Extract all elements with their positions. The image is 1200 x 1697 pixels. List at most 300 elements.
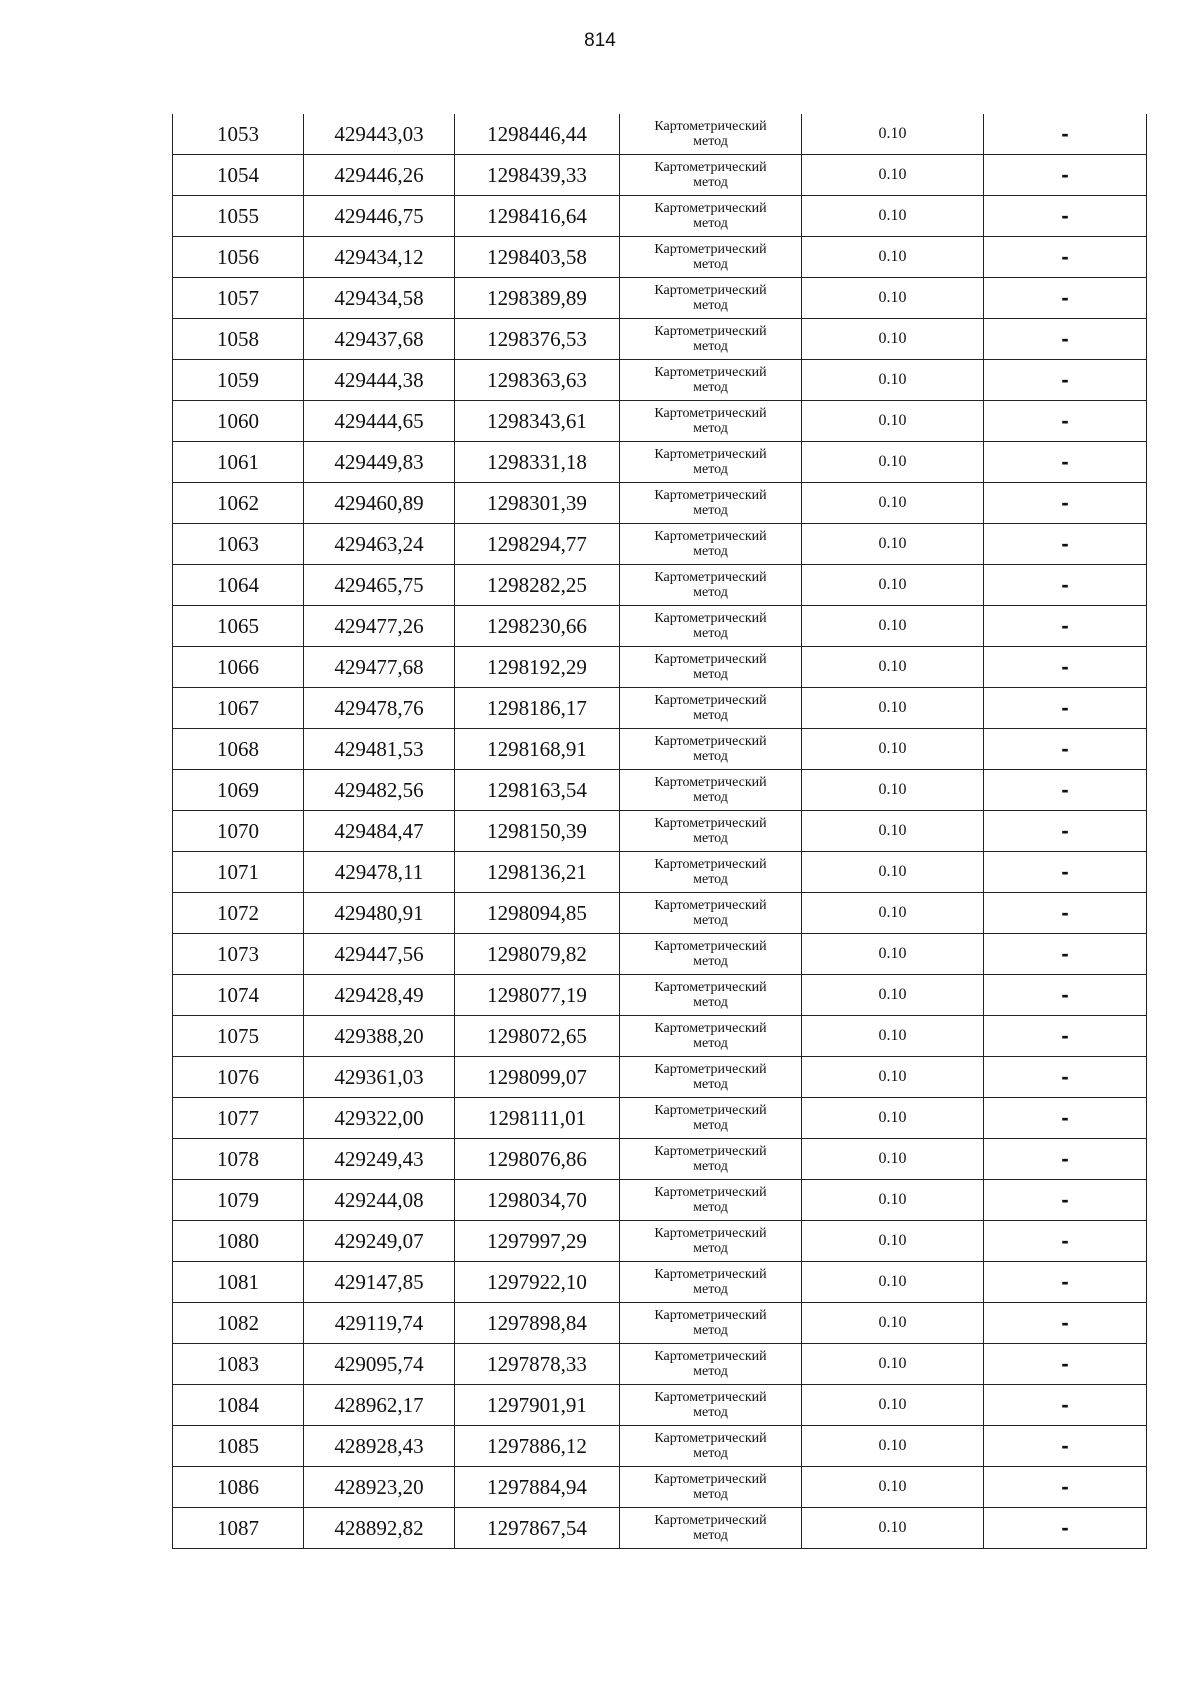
point-number-cell: 1081 bbox=[173, 1262, 304, 1303]
x-coordinate-cell: 429244,08 bbox=[304, 1180, 455, 1221]
table-row bbox=[173, 278, 1147, 319]
accuracy-cell: 0.10 bbox=[802, 1344, 984, 1385]
method-line1: Картометрический bbox=[654, 570, 767, 585]
point-number-cell: 1075 bbox=[173, 1016, 304, 1057]
x-coordinate-cell: 428928,43 bbox=[304, 1426, 455, 1467]
table-row bbox=[173, 319, 1147, 360]
x-coordinate-cell: 429428,49 bbox=[304, 975, 455, 1016]
y-coordinate-cell: 1298403,58 bbox=[455, 237, 620, 278]
method-line1: Картометрический bbox=[654, 488, 767, 503]
point-number-cell: 1085 bbox=[173, 1426, 304, 1467]
method-line1: Картометрический bbox=[654, 529, 767, 544]
point-number-cell: 1084 bbox=[173, 1385, 304, 1426]
note-cell: - bbox=[984, 1508, 1147, 1549]
method-cell bbox=[620, 852, 802, 893]
point-number-cell: 1069 bbox=[173, 770, 304, 811]
method-cell bbox=[620, 155, 802, 196]
method-line1: Картометрический bbox=[654, 160, 767, 175]
table-row bbox=[173, 1262, 1147, 1303]
y-coordinate-cell: 1298301,39 bbox=[455, 483, 620, 524]
method-cell bbox=[620, 1016, 802, 1057]
method-line2: метод bbox=[693, 503, 728, 518]
table-row bbox=[173, 893, 1147, 934]
method-cell bbox=[620, 1508, 802, 1549]
y-coordinate-cell: 1298343,61 bbox=[455, 401, 620, 442]
point-number-cell: 1067 bbox=[173, 688, 304, 729]
method-cell bbox=[620, 1467, 802, 1508]
method-cell bbox=[620, 975, 802, 1016]
method-line2: метод bbox=[693, 708, 728, 723]
y-coordinate-cell: 1297886,12 bbox=[455, 1426, 620, 1467]
x-coordinate-cell: 429322,00 bbox=[304, 1098, 455, 1139]
x-coordinate-cell: 429249,43 bbox=[304, 1139, 455, 1180]
table-row bbox=[173, 1508, 1147, 1549]
point-number-cell: 1064 bbox=[173, 565, 304, 606]
table-row bbox=[173, 975, 1147, 1016]
y-coordinate-cell: 1298446,44 bbox=[455, 114, 620, 155]
method-line2: метод bbox=[693, 421, 728, 436]
x-coordinate-cell: 429119,74 bbox=[304, 1303, 455, 1344]
y-coordinate-cell: 1297898,84 bbox=[455, 1303, 620, 1344]
x-coordinate-cell: 428962,17 bbox=[304, 1385, 455, 1426]
table-row bbox=[173, 237, 1147, 278]
method-cell bbox=[620, 114, 802, 155]
y-coordinate-cell: 1298331,18 bbox=[455, 442, 620, 483]
note-cell: - bbox=[984, 606, 1147, 647]
table-row bbox=[173, 1344, 1147, 1385]
method-line2: метод bbox=[693, 175, 728, 190]
method-line2: метод bbox=[693, 913, 728, 928]
y-coordinate-cell: 1297878,33 bbox=[455, 1344, 620, 1385]
method-line2: метод bbox=[693, 1077, 728, 1092]
y-coordinate-cell: 1297901,91 bbox=[455, 1385, 620, 1426]
accuracy-cell: 0.10 bbox=[802, 114, 984, 155]
table-row bbox=[173, 1016, 1147, 1057]
accuracy-cell: 0.10 bbox=[802, 1016, 984, 1057]
point-number-cell: 1062 bbox=[173, 483, 304, 524]
note-cell: - bbox=[984, 360, 1147, 401]
note-cell: - bbox=[984, 770, 1147, 811]
point-number-cell: 1086 bbox=[173, 1467, 304, 1508]
note-cell: - bbox=[984, 1139, 1147, 1180]
method-line2: метод bbox=[693, 626, 728, 641]
point-number-cell: 1077 bbox=[173, 1098, 304, 1139]
y-coordinate-cell: 1298094,85 bbox=[455, 893, 620, 934]
method-line1: Картометрический bbox=[654, 1513, 767, 1528]
method-cell bbox=[620, 1057, 802, 1098]
note-cell: - bbox=[984, 688, 1147, 729]
method-line2: метод bbox=[693, 298, 728, 313]
table-row bbox=[173, 1057, 1147, 1098]
table-row bbox=[173, 442, 1147, 483]
point-number-cell: 1078 bbox=[173, 1139, 304, 1180]
accuracy-cell: 0.10 bbox=[802, 278, 984, 319]
x-coordinate-cell: 429477,68 bbox=[304, 647, 455, 688]
x-coordinate-cell: 429482,56 bbox=[304, 770, 455, 811]
point-number-cell: 1070 bbox=[173, 811, 304, 852]
point-number-cell: 1054 bbox=[173, 155, 304, 196]
point-number-cell: 1073 bbox=[173, 934, 304, 975]
method-line2: метод bbox=[693, 1446, 728, 1461]
table-row bbox=[173, 647, 1147, 688]
point-number-cell: 1065 bbox=[173, 606, 304, 647]
point-number-cell: 1072 bbox=[173, 893, 304, 934]
method-line1: Картометрический bbox=[654, 447, 767, 462]
table-row bbox=[173, 401, 1147, 442]
point-number-cell: 1055 bbox=[173, 196, 304, 237]
accuracy-cell: 0.10 bbox=[802, 688, 984, 729]
point-number-cell: 1057 bbox=[173, 278, 304, 319]
note-cell: - bbox=[984, 729, 1147, 770]
accuracy-cell: 0.10 bbox=[802, 196, 984, 237]
method-line2: метод bbox=[693, 544, 728, 559]
table-row bbox=[173, 524, 1147, 565]
note-cell: - bbox=[984, 1262, 1147, 1303]
x-coordinate-cell: 429477,26 bbox=[304, 606, 455, 647]
y-coordinate-cell: 1298376,53 bbox=[455, 319, 620, 360]
note-cell: - bbox=[984, 155, 1147, 196]
method-line1: Картометрический bbox=[654, 816, 767, 831]
accuracy-cell: 0.10 bbox=[802, 524, 984, 565]
accuracy-cell: 0.10 bbox=[802, 483, 984, 524]
accuracy-cell: 0.10 bbox=[802, 1139, 984, 1180]
accuracy-cell: 0.10 bbox=[802, 319, 984, 360]
method-cell bbox=[620, 1098, 802, 1139]
method-cell bbox=[620, 196, 802, 237]
y-coordinate-cell: 1298363,63 bbox=[455, 360, 620, 401]
note-cell: - bbox=[984, 647, 1147, 688]
point-number-cell: 1060 bbox=[173, 401, 304, 442]
table-row bbox=[173, 360, 1147, 401]
note-cell: - bbox=[984, 401, 1147, 442]
x-coordinate-cell: 429249,07 bbox=[304, 1221, 455, 1262]
note-cell: - bbox=[984, 319, 1147, 360]
point-number-cell: 1083 bbox=[173, 1344, 304, 1385]
table-row bbox=[173, 770, 1147, 811]
x-coordinate-cell: 429449,83 bbox=[304, 442, 455, 483]
accuracy-cell: 0.10 bbox=[802, 852, 984, 893]
x-coordinate-cell: 429484,47 bbox=[304, 811, 455, 852]
method-line1: Картометрический bbox=[654, 857, 767, 872]
method-cell bbox=[620, 688, 802, 729]
y-coordinate-cell: 1297884,94 bbox=[455, 1467, 620, 1508]
table-row bbox=[173, 1426, 1147, 1467]
method-cell bbox=[620, 1221, 802, 1262]
table-row bbox=[173, 483, 1147, 524]
accuracy-cell: 0.10 bbox=[802, 1426, 984, 1467]
method-line2: метод bbox=[693, 954, 728, 969]
method-line1: Картометрический bbox=[654, 980, 767, 995]
table-row bbox=[173, 1098, 1147, 1139]
y-coordinate-cell: 1298294,77 bbox=[455, 524, 620, 565]
note-cell: - bbox=[984, 1016, 1147, 1057]
x-coordinate-cell: 429478,76 bbox=[304, 688, 455, 729]
y-coordinate-cell: 1298282,25 bbox=[455, 565, 620, 606]
note-cell: - bbox=[984, 1221, 1147, 1262]
point-number-cell: 1082 bbox=[173, 1303, 304, 1344]
method-cell bbox=[620, 893, 802, 934]
method-line2: метод bbox=[693, 380, 728, 395]
note-cell: - bbox=[984, 1467, 1147, 1508]
accuracy-cell: 0.10 bbox=[802, 1221, 984, 1262]
y-coordinate-cell: 1298099,07 bbox=[455, 1057, 620, 1098]
method-cell bbox=[620, 729, 802, 770]
x-coordinate-cell: 428892,82 bbox=[304, 1508, 455, 1549]
method-line1: Картометрический bbox=[654, 1308, 767, 1323]
accuracy-cell: 0.10 bbox=[802, 1303, 984, 1344]
x-coordinate-cell: 429465,75 bbox=[304, 565, 455, 606]
method-line2: метод bbox=[693, 1364, 728, 1379]
method-cell bbox=[620, 483, 802, 524]
y-coordinate-cell: 1297922,10 bbox=[455, 1262, 620, 1303]
point-number-cell: 1063 bbox=[173, 524, 304, 565]
method-line1: Картометрический bbox=[654, 1103, 767, 1118]
note-cell: - bbox=[984, 1344, 1147, 1385]
table-row bbox=[173, 729, 1147, 770]
method-line1: Картометрический bbox=[654, 939, 767, 954]
method-cell bbox=[620, 1139, 802, 1180]
point-number-cell: 1066 bbox=[173, 647, 304, 688]
note-cell: - bbox=[984, 1057, 1147, 1098]
method-cell bbox=[620, 278, 802, 319]
table-row bbox=[173, 606, 1147, 647]
accuracy-cell: 0.10 bbox=[802, 606, 984, 647]
table-row bbox=[173, 1180, 1147, 1221]
accuracy-cell: 0.10 bbox=[802, 237, 984, 278]
x-coordinate-cell: 429434,12 bbox=[304, 237, 455, 278]
method-line1: Картометрический bbox=[654, 1349, 767, 1364]
method-cell bbox=[620, 442, 802, 483]
accuracy-cell: 0.10 bbox=[802, 1385, 984, 1426]
x-coordinate-cell: 429446,26 bbox=[304, 155, 455, 196]
method-line1: Картометрический bbox=[654, 898, 767, 913]
method-line1: Картометрический bbox=[654, 611, 767, 626]
method-line2: метод bbox=[693, 134, 728, 149]
method-cell bbox=[620, 524, 802, 565]
method-cell bbox=[620, 565, 802, 606]
accuracy-cell: 0.10 bbox=[802, 442, 984, 483]
note-cell: - bbox=[984, 237, 1147, 278]
point-number-cell: 1056 bbox=[173, 237, 304, 278]
note-cell: - bbox=[984, 524, 1147, 565]
method-line2: метод bbox=[693, 1528, 728, 1543]
point-number-cell: 1087 bbox=[173, 1508, 304, 1549]
method-line1: Картометрический bbox=[654, 734, 767, 749]
coordinates-table-body bbox=[173, 114, 1147, 1549]
method-line2: метод bbox=[693, 462, 728, 477]
method-line1: Картометрический bbox=[654, 119, 767, 134]
note-cell: - bbox=[984, 1385, 1147, 1426]
table-row bbox=[173, 1303, 1147, 1344]
method-line1: Картометрический bbox=[654, 1472, 767, 1487]
note-cell: - bbox=[984, 278, 1147, 319]
y-coordinate-cell: 1298439,33 bbox=[455, 155, 620, 196]
note-cell: - bbox=[984, 565, 1147, 606]
point-number-cell: 1074 bbox=[173, 975, 304, 1016]
x-coordinate-cell: 429443,03 bbox=[304, 114, 455, 155]
method-line2: метод bbox=[693, 1159, 728, 1174]
method-cell bbox=[620, 1426, 802, 1467]
x-coordinate-cell: 429460,89 bbox=[304, 483, 455, 524]
note-cell: - bbox=[984, 811, 1147, 852]
table-row bbox=[173, 155, 1147, 196]
method-cell bbox=[620, 770, 802, 811]
method-line1: Картометрический bbox=[654, 1185, 767, 1200]
y-coordinate-cell: 1298079,82 bbox=[455, 934, 620, 975]
accuracy-cell: 0.10 bbox=[802, 934, 984, 975]
method-line2: метод bbox=[693, 831, 728, 846]
accuracy-cell: 0.10 bbox=[802, 1262, 984, 1303]
coordinates-table bbox=[172, 114, 1147, 1549]
table-row bbox=[173, 1221, 1147, 1262]
accuracy-cell: 0.10 bbox=[802, 1098, 984, 1139]
method-line2: метод bbox=[693, 339, 728, 354]
note-cell: - bbox=[984, 1098, 1147, 1139]
point-number-cell: 1079 bbox=[173, 1180, 304, 1221]
table-row bbox=[173, 196, 1147, 237]
method-cell bbox=[620, 401, 802, 442]
point-number-cell: 1080 bbox=[173, 1221, 304, 1262]
note-cell: - bbox=[984, 1180, 1147, 1221]
method-cell bbox=[620, 934, 802, 975]
table-row bbox=[173, 852, 1147, 893]
y-coordinate-cell: 1298076,86 bbox=[455, 1139, 620, 1180]
y-coordinate-cell: 1298168,91 bbox=[455, 729, 620, 770]
method-line1: Картометрический bbox=[654, 406, 767, 421]
method-line2: метод bbox=[693, 667, 728, 682]
method-line1: Картометрический bbox=[654, 1390, 767, 1405]
method-line1: Картометрический bbox=[654, 693, 767, 708]
point-number-cell: 1053 bbox=[173, 114, 304, 155]
y-coordinate-cell: 1297867,54 bbox=[455, 1508, 620, 1549]
point-number-cell: 1076 bbox=[173, 1057, 304, 1098]
x-coordinate-cell: 429480,91 bbox=[304, 893, 455, 934]
accuracy-cell: 0.10 bbox=[802, 893, 984, 934]
accuracy-cell: 0.10 bbox=[802, 729, 984, 770]
method-cell bbox=[620, 1303, 802, 1344]
accuracy-cell: 0.10 bbox=[802, 360, 984, 401]
y-coordinate-cell: 1298072,65 bbox=[455, 1016, 620, 1057]
method-line2: метод bbox=[693, 1036, 728, 1051]
y-coordinate-cell: 1298192,29 bbox=[455, 647, 620, 688]
x-coordinate-cell: 429434,58 bbox=[304, 278, 455, 319]
accuracy-cell: 0.10 bbox=[802, 770, 984, 811]
y-coordinate-cell: 1298186,17 bbox=[455, 688, 620, 729]
method-line2: метод bbox=[693, 872, 728, 887]
note-cell: - bbox=[984, 483, 1147, 524]
accuracy-cell: 0.10 bbox=[802, 565, 984, 606]
note-cell: - bbox=[984, 1426, 1147, 1467]
accuracy-cell: 0.10 bbox=[802, 1057, 984, 1098]
table-row bbox=[173, 565, 1147, 606]
method-line1: Картометрический bbox=[654, 652, 767, 667]
method-line1: Картометрический bbox=[654, 1021, 767, 1036]
y-coordinate-cell: 1298034,70 bbox=[455, 1180, 620, 1221]
page-number: 814 bbox=[584, 30, 616, 51]
method-cell bbox=[620, 606, 802, 647]
method-line2: метод bbox=[693, 585, 728, 600]
method-line1: Картометрический bbox=[654, 242, 767, 257]
method-line2: метод bbox=[693, 790, 728, 805]
accuracy-cell: 0.10 bbox=[802, 1180, 984, 1221]
y-coordinate-cell: 1298389,89 bbox=[455, 278, 620, 319]
method-cell bbox=[620, 1344, 802, 1385]
y-coordinate-cell: 1297997,29 bbox=[455, 1221, 620, 1262]
note-cell: - bbox=[984, 1303, 1147, 1344]
method-cell bbox=[620, 811, 802, 852]
point-number-cell: 1061 bbox=[173, 442, 304, 483]
table-row bbox=[173, 1467, 1147, 1508]
method-line1: Картометрический bbox=[654, 1144, 767, 1159]
accuracy-cell: 0.10 bbox=[802, 1508, 984, 1549]
x-coordinate-cell: 429447,56 bbox=[304, 934, 455, 975]
y-coordinate-cell: 1298136,21 bbox=[455, 852, 620, 893]
note-cell: - bbox=[984, 893, 1147, 934]
table-row bbox=[173, 811, 1147, 852]
table-row bbox=[173, 1385, 1147, 1426]
y-coordinate-cell: 1298150,39 bbox=[455, 811, 620, 852]
method-line2: метод bbox=[693, 1405, 728, 1420]
x-coordinate-cell: 429478,11 bbox=[304, 852, 455, 893]
method-line1: Картометрический bbox=[654, 283, 767, 298]
x-coordinate-cell: 429388,20 bbox=[304, 1016, 455, 1057]
note-cell: - bbox=[984, 934, 1147, 975]
method-line1: Картометрический bbox=[654, 324, 767, 339]
method-line2: метод bbox=[693, 216, 728, 231]
accuracy-cell: 0.10 bbox=[802, 401, 984, 442]
method-line1: Картометрический bbox=[654, 1267, 767, 1282]
method-line2: метод bbox=[693, 1241, 728, 1256]
method-line2: метод bbox=[693, 1200, 728, 1215]
y-coordinate-cell: 1298077,19 bbox=[455, 975, 620, 1016]
x-coordinate-cell: 429444,65 bbox=[304, 401, 455, 442]
method-line1: Картометрический bbox=[654, 775, 767, 790]
accuracy-cell: 0.10 bbox=[802, 647, 984, 688]
y-coordinate-cell: 1298163,54 bbox=[455, 770, 620, 811]
table-row bbox=[173, 114, 1147, 155]
x-coordinate-cell: 429481,53 bbox=[304, 729, 455, 770]
table-row bbox=[173, 1139, 1147, 1180]
x-coordinate-cell: 429444,38 bbox=[304, 360, 455, 401]
method-cell bbox=[620, 319, 802, 360]
method-line2: метод bbox=[693, 257, 728, 272]
method-line2: метод bbox=[693, 749, 728, 764]
y-coordinate-cell: 1298111,01 bbox=[455, 1098, 620, 1139]
method-line2: метод bbox=[693, 1282, 728, 1297]
table-row bbox=[173, 688, 1147, 729]
note-cell: - bbox=[984, 852, 1147, 893]
method-line2: метод bbox=[693, 1487, 728, 1502]
point-number-cell: 1071 bbox=[173, 852, 304, 893]
method-line2: метод bbox=[693, 1118, 728, 1133]
method-line2: метод bbox=[693, 1323, 728, 1338]
point-number-cell: 1068 bbox=[173, 729, 304, 770]
method-line1: Картометрический bbox=[654, 365, 767, 380]
x-coordinate-cell: 429446,75 bbox=[304, 196, 455, 237]
note-cell: - bbox=[984, 114, 1147, 155]
point-number-cell: 1059 bbox=[173, 360, 304, 401]
note-cell: - bbox=[984, 975, 1147, 1016]
note-cell: - bbox=[984, 196, 1147, 237]
y-coordinate-cell: 1298230,66 bbox=[455, 606, 620, 647]
method-line1: Картометрический bbox=[654, 1062, 767, 1077]
table-row bbox=[173, 934, 1147, 975]
accuracy-cell: 0.10 bbox=[802, 1467, 984, 1508]
method-line2: метод bbox=[693, 995, 728, 1010]
accuracy-cell: 0.10 bbox=[802, 811, 984, 852]
method-cell bbox=[620, 1262, 802, 1303]
x-coordinate-cell: 429361,03 bbox=[304, 1057, 455, 1098]
